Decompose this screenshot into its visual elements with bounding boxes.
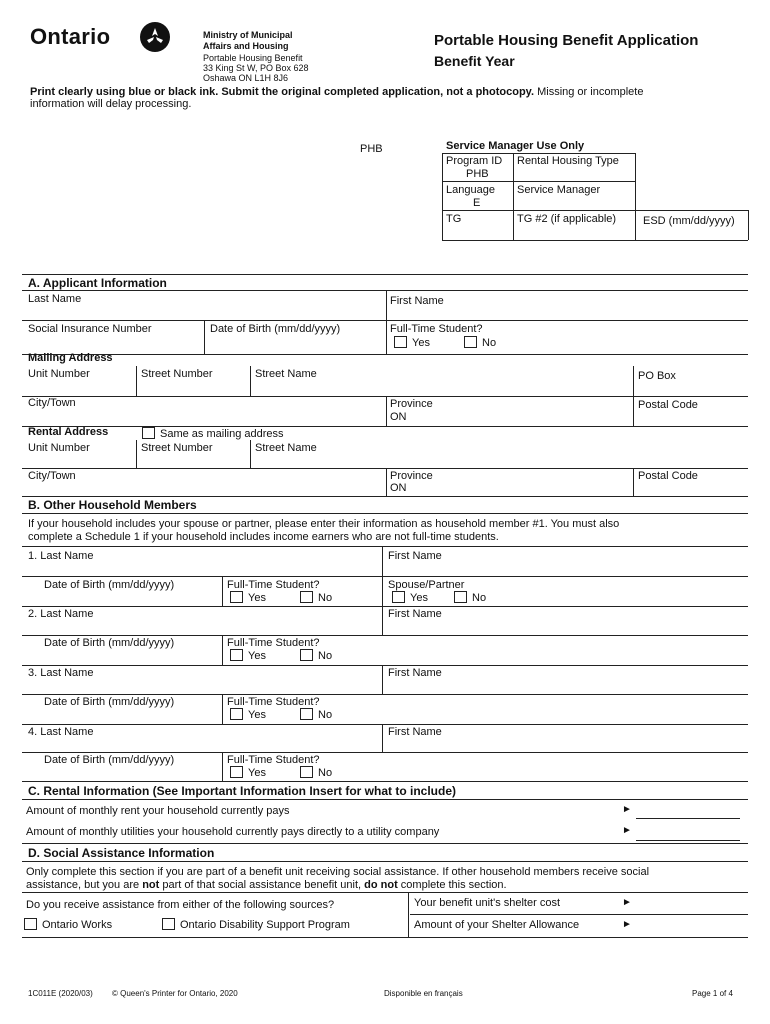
mailing-postal-code[interactable]: Postal Code xyxy=(638,399,698,411)
applicant-fts-yes[interactable]: Yes xyxy=(394,336,430,349)
arrow-right-icon: ► xyxy=(622,825,632,836)
member-1-spouse-label: Spouse/Partner xyxy=(388,579,465,591)
assistance-question: Do you receive assistance from either of the following sources? xyxy=(26,899,335,911)
mailing-city[interactable]: City/Town xyxy=(28,397,76,409)
mailing-province-label: Province xyxy=(390,398,433,410)
copyright: © Queen's Printer for Ontario, 2020 xyxy=(112,989,238,998)
rental-street-name[interactable]: Street Name xyxy=(255,442,317,454)
section-c-title: C. Rental Information (See Important Information Insert for what to include) xyxy=(28,784,457,798)
arrow-right-icon: ► xyxy=(622,804,632,815)
tg2-label: TG #2 (if applicable) xyxy=(517,213,617,225)
member-1-fts-yes[interactable]: Yes xyxy=(230,591,266,604)
monthly-rent-label: Amount of monthly rent your household currently pays xyxy=(26,805,290,817)
shelter-allowance-label: Amount of your Shelter Allowance xyxy=(414,919,580,931)
checkbox-icon[interactable] xyxy=(230,708,243,720)
checkbox-icon[interactable] xyxy=(394,336,407,348)
trillium-icon xyxy=(140,22,170,52)
mailing-street-number[interactable]: Street Number xyxy=(141,368,213,380)
checkbox-icon[interactable] xyxy=(230,591,243,603)
section-b-intro-2: complete a Schedule 1 if your household includes income earners who are not full-time students. xyxy=(28,531,499,543)
member-4-fts-yes[interactable]: Yes xyxy=(230,766,266,779)
ministry-address: Portable Housing Benefit 33 King St W, PO Box 628 Oshawa ON L1H 8J6 xyxy=(203,53,309,83)
member-1-fts-label: Full-Time Student? xyxy=(227,579,320,591)
rental-address-label: Rental Address xyxy=(28,426,109,438)
member-3-fts-label: Full-Time Student? xyxy=(227,696,320,708)
checkbox-icon[interactable] xyxy=(142,427,155,439)
member-3-first-name[interactable]: First Name xyxy=(388,667,442,679)
odsp-option[interactable]: Ontario Disability Support Program xyxy=(162,918,350,931)
ontario-works-option[interactable]: Ontario Works xyxy=(24,918,112,931)
member-4-dob[interactable]: Date of Birth (mm/dd/yyyy) xyxy=(44,754,175,766)
checkbox-icon[interactable] xyxy=(300,708,313,720)
member-2-first-name[interactable]: First Name xyxy=(388,608,442,620)
member-1-first-name[interactable]: First Name xyxy=(388,550,442,562)
program-id-value: PHB xyxy=(466,168,489,180)
checkbox-icon[interactable] xyxy=(24,918,37,930)
member-3-dob[interactable]: Date of Birth (mm/dd/yyyy) xyxy=(44,696,175,708)
program-id-label: Program ID xyxy=(446,155,503,167)
rental-postal-code[interactable]: Postal Code xyxy=(638,470,698,482)
rent-amount-field[interactable] xyxy=(636,818,740,819)
section-b-intro: If your household includes your spouse or partner, please enter their information as household member #1. You must also xyxy=(28,518,620,530)
member-2-dob[interactable]: Date of Birth (mm/dd/yyyy) xyxy=(44,637,175,649)
member-2-fts-no[interactable]: No xyxy=(300,649,332,662)
mailing-address-label: Mailing Address xyxy=(28,352,113,364)
checkbox-icon[interactable] xyxy=(300,649,313,661)
language-label: Language xyxy=(446,184,495,196)
instructions-line2: information will delay processing. xyxy=(30,98,192,110)
arrow-right-icon: ► xyxy=(622,919,632,930)
monthly-utilities-label: Amount of monthly utilities your household currently pays directly to a utility company xyxy=(26,826,440,838)
same-as-mailing[interactable]: Same as mailing address xyxy=(142,427,284,440)
applicant-last-name[interactable]: Last Name xyxy=(28,293,82,305)
instructions: Print clearly using blue or black ink. Submit the original completed application, not a photocopy. Missing or incomplete xyxy=(30,86,644,98)
checkbox-icon[interactable] xyxy=(392,591,405,603)
section-d-title: D. Social Assistance Information xyxy=(28,846,215,860)
form-id: 1C011E (2020/03) xyxy=(28,989,93,998)
page-number: Page 1 of 4 xyxy=(692,989,733,998)
applicant-fts-no[interactable]: No xyxy=(464,336,496,349)
checkbox-icon[interactable] xyxy=(230,649,243,661)
member-1-dob[interactable]: Date of Birth (mm/dd/yyyy) xyxy=(44,579,175,591)
service-manager-label: Service Manager xyxy=(517,184,601,196)
member-2-last-name[interactable]: 2. Last Name xyxy=(28,608,94,620)
applicant-first-name[interactable]: First Name xyxy=(390,295,444,307)
member-1-fts-no[interactable]: No xyxy=(300,591,332,604)
member-2-fts-label: Full-Time Student? xyxy=(227,637,320,649)
tg-label: TG xyxy=(446,213,462,225)
member-3-fts-yes[interactable]: Yes xyxy=(230,708,266,721)
applicant-fts-label: Full-Time Student? xyxy=(390,323,483,335)
french-available: Disponible en français xyxy=(384,989,463,998)
rental-unit-number[interactable]: Unit Number xyxy=(28,442,90,454)
checkbox-icon[interactable] xyxy=(300,591,313,603)
rental-city[interactable]: City/Town xyxy=(28,470,76,482)
section-d-intro-2: assistance, but you are not part of that social assistance benefit unit, do not complete this section. xyxy=(26,879,507,891)
mailing-street-name[interactable]: Street Name xyxy=(255,368,317,380)
mailing-province-value: ON xyxy=(390,411,407,423)
arrow-right-icon: ► xyxy=(622,897,632,908)
service-manager-title: Service Manager Use Only xyxy=(446,140,585,152)
member-1-spouse-yes[interactable]: Yes xyxy=(392,591,428,604)
checkbox-icon[interactable] xyxy=(162,918,175,930)
member-4-fts-label: Full-Time Student? xyxy=(227,754,320,766)
member-4-last-name[interactable]: 4. Last Name xyxy=(28,726,94,738)
checkbox-icon[interactable] xyxy=(464,336,477,348)
rental-province-value: ON xyxy=(390,482,407,494)
section-a-title: A. Applicant Information xyxy=(28,276,167,290)
applicant-dob[interactable]: Date of Birth (mm/dd/yyyy) xyxy=(210,323,341,335)
member-2-fts-yes[interactable]: Yes xyxy=(230,649,266,662)
member-4-fts-no[interactable]: No xyxy=(300,766,332,779)
rental-housing-type-label: Rental Housing Type xyxy=(517,155,619,167)
member-1-spouse-no[interactable]: No xyxy=(454,591,486,604)
rental-province-label: Province xyxy=(390,470,433,482)
member-1-last-name[interactable]: 1. Last Name xyxy=(28,550,94,562)
applicant-sin[interactable]: Social Insurance Number xyxy=(28,323,152,335)
language-value: E xyxy=(473,197,481,209)
member-4-first-name[interactable]: First Name xyxy=(388,726,442,738)
member-3-last-name[interactable]: 3. Last Name xyxy=(28,667,94,679)
checkbox-icon[interactable] xyxy=(300,766,313,778)
section-b-title: B. Other Household Members xyxy=(28,498,197,512)
checkbox-icon[interactable] xyxy=(230,766,243,778)
member-3-fts-no[interactable]: No xyxy=(300,708,332,721)
phb-label: PHB xyxy=(360,143,383,155)
ontario-logo-text: Ontario xyxy=(30,24,111,49)
form-title: Portable Housing Benefit Application xyxy=(434,32,699,49)
mailing-unit-number[interactable]: Unit Number xyxy=(28,368,90,380)
rental-street-number[interactable]: Street Number xyxy=(141,442,213,454)
mailing-po-box[interactable]: PO Box xyxy=(638,370,676,382)
section-d-intro: Only complete this section if you are part of a benefit unit receiving social assistance. If other household members receive social xyxy=(26,866,650,878)
utilities-amount-field[interactable] xyxy=(636,840,740,841)
checkbox-icon[interactable] xyxy=(454,591,467,603)
shelter-cost-label: Your benefit unit's shelter cost xyxy=(414,897,561,909)
benefit-year-label: Benefit Year xyxy=(434,53,515,69)
ministry-name: Ministry of Municipal Affairs and Housing xyxy=(203,30,293,51)
esd-label: ESD (mm/dd/yyyy) xyxy=(643,215,735,227)
